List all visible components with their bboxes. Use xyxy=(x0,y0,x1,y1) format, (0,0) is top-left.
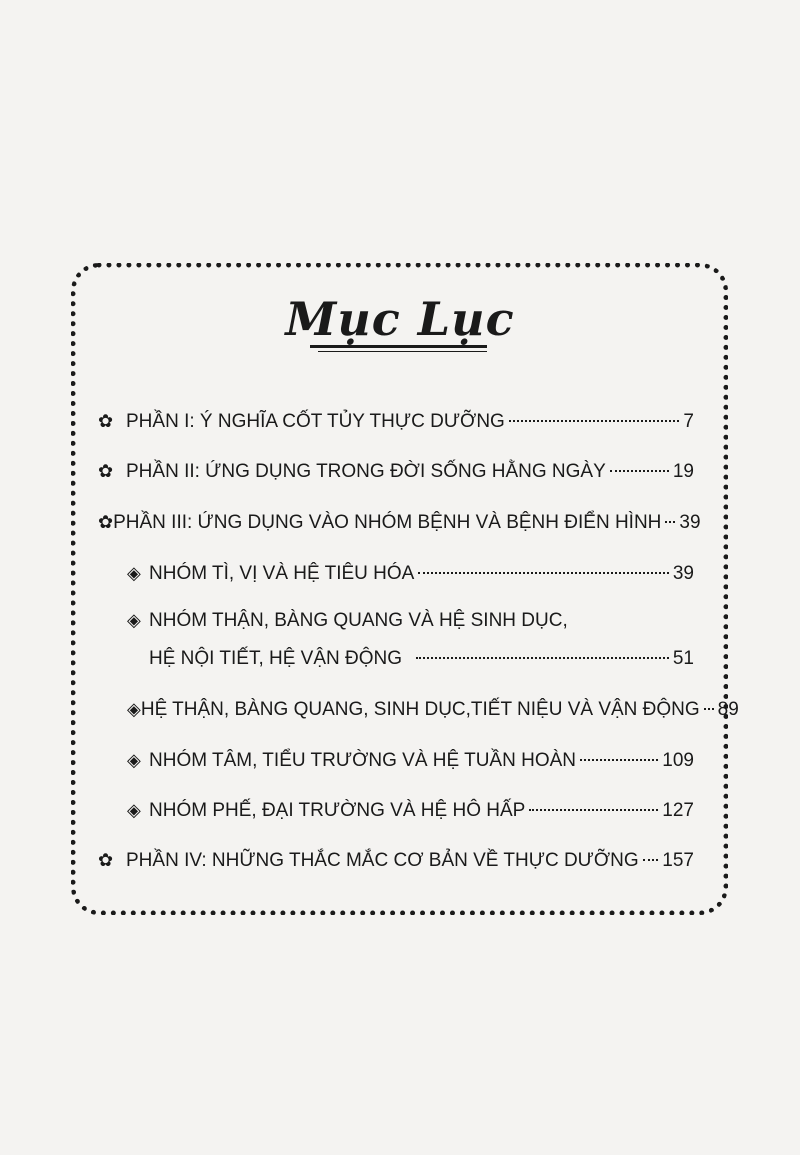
toc-entry-label: NHÓM TÌ, VỊ VÀ HỆ TIÊU HÓA xyxy=(149,563,415,584)
flower-bullet-icon: ✿ xyxy=(98,512,114,532)
toc-entry-label: HỆ THẬN, BÀNG QUANG, SINH DỤC,TIẾT NIỆU VÀ VẬN ĐỘNG xyxy=(140,699,700,720)
toc-entry-part-1[interactable] xyxy=(98,409,694,434)
dot-leader xyxy=(529,809,658,811)
toc-entry-page: 89 xyxy=(717,699,739,720)
toc-entry-label: PHẦN II: ỨNG DỤNG TRONG ĐỜI SỐNG HẰNG NGÀY xyxy=(126,461,606,482)
toc-entry-page: 7 xyxy=(683,411,694,432)
diamond-bullet-icon: ◈ xyxy=(127,610,141,630)
toc-entry-part-3[interactable] xyxy=(98,510,701,535)
toc-entry-label: NHÓM PHẾ, ĐẠI TRƯỜNG VÀ HỆ HÔ HẤP xyxy=(149,800,526,821)
toc-entry-page: 39 xyxy=(672,563,694,584)
toc-subentry-he-than[interactable] xyxy=(127,697,739,722)
diamond-bullet-icon: ◈ xyxy=(127,800,141,820)
toc-entry-label: PHẦN III: ỨNG DỤNG VÀO NHÓM BỆNH VÀ BỆNH ĐIỂN HÌNH xyxy=(113,512,662,533)
toc-subentry-tam[interactable] xyxy=(127,748,694,773)
dot-leader xyxy=(509,420,680,422)
toc-entry-page: 51 xyxy=(672,648,694,669)
toc-entry-label: PHẦN IV: NHỮNG THẮC MẮC CƠ BẢN VỀ THỰC DƯỠNG xyxy=(126,850,639,871)
diamond-bullet-icon: ◈ xyxy=(127,699,141,719)
toc-subentry-than-line-2[interactable] xyxy=(149,647,694,671)
toc-entry-label: HỆ NỘI TIẾT, HỆ VẬN ĐỘNG xyxy=(149,648,403,669)
dot-leader xyxy=(610,470,669,472)
toc-entry-page: 39 xyxy=(679,512,701,533)
toc-entry-part-4[interactable] xyxy=(98,848,694,873)
diamond-bullet-icon: ◈ xyxy=(127,750,141,770)
title-underline xyxy=(310,345,487,348)
toc-subentry-ti-vi[interactable] xyxy=(127,561,694,586)
dot-leader xyxy=(643,859,659,861)
toc-title: Mục Lục xyxy=(285,292,515,346)
dot-leader xyxy=(704,708,714,710)
toc-entry-page: 19 xyxy=(672,461,694,482)
dot-leader xyxy=(418,572,669,574)
toc-entry-page: 127 xyxy=(662,800,694,821)
toc-entry-page: 109 xyxy=(662,750,694,771)
diamond-bullet-icon: ◈ xyxy=(127,563,141,583)
toc-entry-part-2[interactable] xyxy=(98,459,694,484)
dot-leader xyxy=(580,759,658,761)
toc-entry-label: PHẦN I: Ý NGHĨA CỐT TỦY THỰC DƯỠNG xyxy=(126,411,505,432)
toc-subentry-than-line-1[interactable] xyxy=(127,608,568,633)
flower-bullet-icon: ✿ xyxy=(98,850,114,870)
toc-subentry-phe[interactable] xyxy=(127,798,694,823)
dot-leader xyxy=(416,657,669,659)
dot-leader xyxy=(665,521,675,523)
flower-bullet-icon: ✿ xyxy=(98,411,114,431)
toc-entry-label: NHÓM TÂM, TIỂU TRƯỜNG VÀ HỆ TUẦN HOÀN xyxy=(149,750,576,771)
title-underline-thin xyxy=(318,351,487,352)
flower-bullet-icon: ✿ xyxy=(98,461,114,481)
toc-entry-page: 157 xyxy=(662,850,694,871)
toc-entry-label: NHÓM THẬN, BÀNG QUANG VÀ HỆ SINH DỤC, xyxy=(149,610,568,631)
